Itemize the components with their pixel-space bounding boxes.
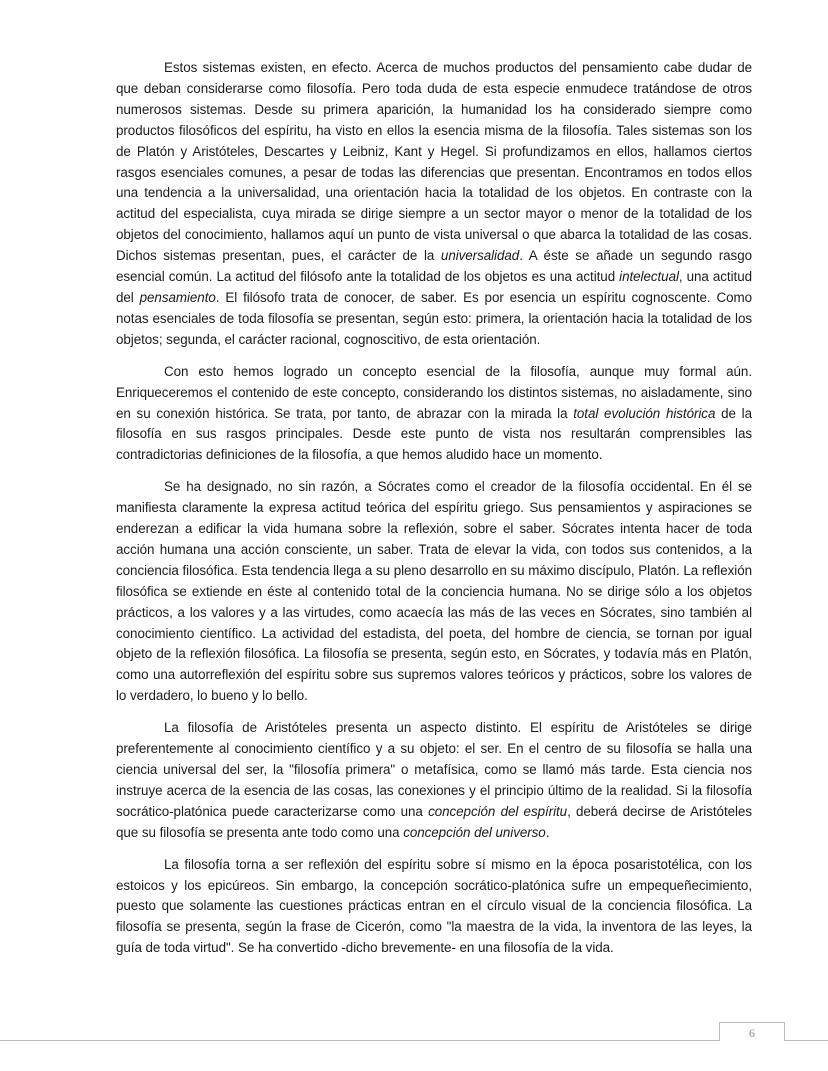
paragraph-aristotle	[116, 718, 752, 843]
text-run: La filosofía torna a ser reflexión del espíritu sobre sí mismo en la época posaristotélica, con los estoicos y los epicúreos. Sin embargo, la concepción socrático-platónica sufre un empequeñecimiento, puesto que solamente las cuestiones prácticas entran en el círculo visual de la conciencia filosófica. La filosofía se presenta, según la frase de Cicerón, como "la maestra de la vida, la inventora de las leyes, la guía de toda virtud". Se ha convertido -dicho brevemente- en una filosofía de la vida.	[116, 856, 752, 956]
footer-rule	[0, 1040, 828, 1041]
text-run: , deberá decirse de Aristóteles que su filosofía se presenta ante todo como una	[116, 803, 752, 840]
paragraph-post-aristotelian	[116, 855, 752, 960]
text-run: de la filosofía en sus rasgos principales. Desde este punto de vista nos resultarán comprensibles las contradictorias definiciones de la filosofía, a que hemos aludido hace un momento.	[116, 405, 752, 463]
emphasized-text: total evolución histórica	[573, 405, 716, 421]
paragraph-socrates	[116, 477, 752, 707]
text-run: La filosofía de Aristóteles presenta un aspecto distinto. El espíritu de Aristóteles se dirige preferentemente al conocimiento científico y a su objeto: el ser. En el centro de su filosofía se halla una ciencia universal del ser, la "filosofía primera" o metafísica, como se llamó más tarde. Esta ciencia nos instruye acerca de la esencia de las cosas, las conexiones y el principio último de la realidad. Si la filosofía socrático-platónica puede caracterizarse como una	[116, 720, 752, 819]
paragraph-historical-concept	[116, 362, 752, 467]
page-body	[116, 58, 752, 970]
emphasized-text: pensamiento	[139, 289, 216, 305]
text-run: Con esto hemos logrado un concepto esencial de la filosofía, aunque muy formal aún. Enriqueceremos el contenido de este concepto, considerando los distintos sistemas, no aisladamente, sino en su conexión histórica. Se trata, por tanto, de abrazar con la mirada la	[116, 363, 752, 421]
text-run: . El filósofo trata de conocer, de saber. Es por esencia un espíritu cognoscente. Como notas esenciales de toda filosofía se presentan, según esto: primera, la orientación hacia la totalidad de los objetos; segunda, el carácter racional, cognoscitivo, de esta orientación.	[116, 289, 753, 347]
text-run: .	[545, 824, 550, 840]
emphasized-text: concepción del universo	[403, 824, 546, 840]
text-run: Estos sistemas existen, en efecto. Acerca de muchos productos del pensamiento cabe dudar de que deban considerarse como filosofía. Pero toda duda de esta especie enmudece tratándose de otros numerosos sistemas. Desde su primera aparición, la humanidad los ha considerado siempre como productos filosóficos del espíritu, ha visto en ellos la esencia misma de la filosofía. Tales sistemas son los de Platón y Aristóteles, Descartes y Leibniz, Kant y Hegel. Si profundizamos en ellos, hallamos ciertos rasgos esenciales comunes, a pesar de todas las diferencias que presentan. Encontramos en todos ellos una tendencia a la universalidad, una orientación hacia la totalidad de los objetos. En contraste con la actitud del especialista, cuya mirada se dirige siempre a un sector mayor o menor de la totalidad de los objetos del conocimiento, hallamos aquí un punto de vista universal o que abarca la totalidad de las cosas. Dichos sistemas presentan, pues, el carácter de la	[116, 60, 752, 264]
text-run: Se ha designado, no sin razón, a Sócrates como el creador de la filosofía occidental. En él se manifiesta claramente la expresa actitud teórica del espíritu griego. Sus pensamientos y aspiraciones se enderezan a edificar la vida humana sobre la reflexión, sobre el saber. Sócrates intenta hacer de toda acción humana una acción consciente, un saber. Trata de elevar la vida, con todos sus contenidos, a la conciencia filosófica. Esta tendencia llega a su pleno desarrollo en su máximo discípulo, Platón. La reflexión filosófica se extiende en éste al contenido total de la conciencia humana. No se dirige sólo a los objetos prácticos, a los valores y a las virtudes, como acaecía las más de las veces en Sócrates, sino también al conocimiento científico. La actividad del estadista, del poeta, del hombre de ciencia, se tornan por igual objeto de la reflexión filosófica. La filosofía se presenta, según esto, en Sócrates, y todavía más en Platón, como una autorreflexión del espíritu sobre sus supremos valores teóricos y prácticos, sobre los valores de lo verdadero, lo bueno y lo bello.	[116, 479, 752, 704]
page-number: 6	[719, 1022, 785, 1041]
text-run: . A éste se añade un segundo rasgo esencial común. La actitud del filósofo ante la totalidad de los objetos es una actitud	[116, 248, 752, 285]
emphasized-text: intelectual	[619, 269, 679, 285]
paragraph-universality	[116, 58, 752, 351]
text-run: , una actitud del	[116, 269, 752, 305]
emphasized-text: universalidad	[440, 248, 520, 264]
emphasized-text: concepción del espíritu	[428, 803, 568, 819]
